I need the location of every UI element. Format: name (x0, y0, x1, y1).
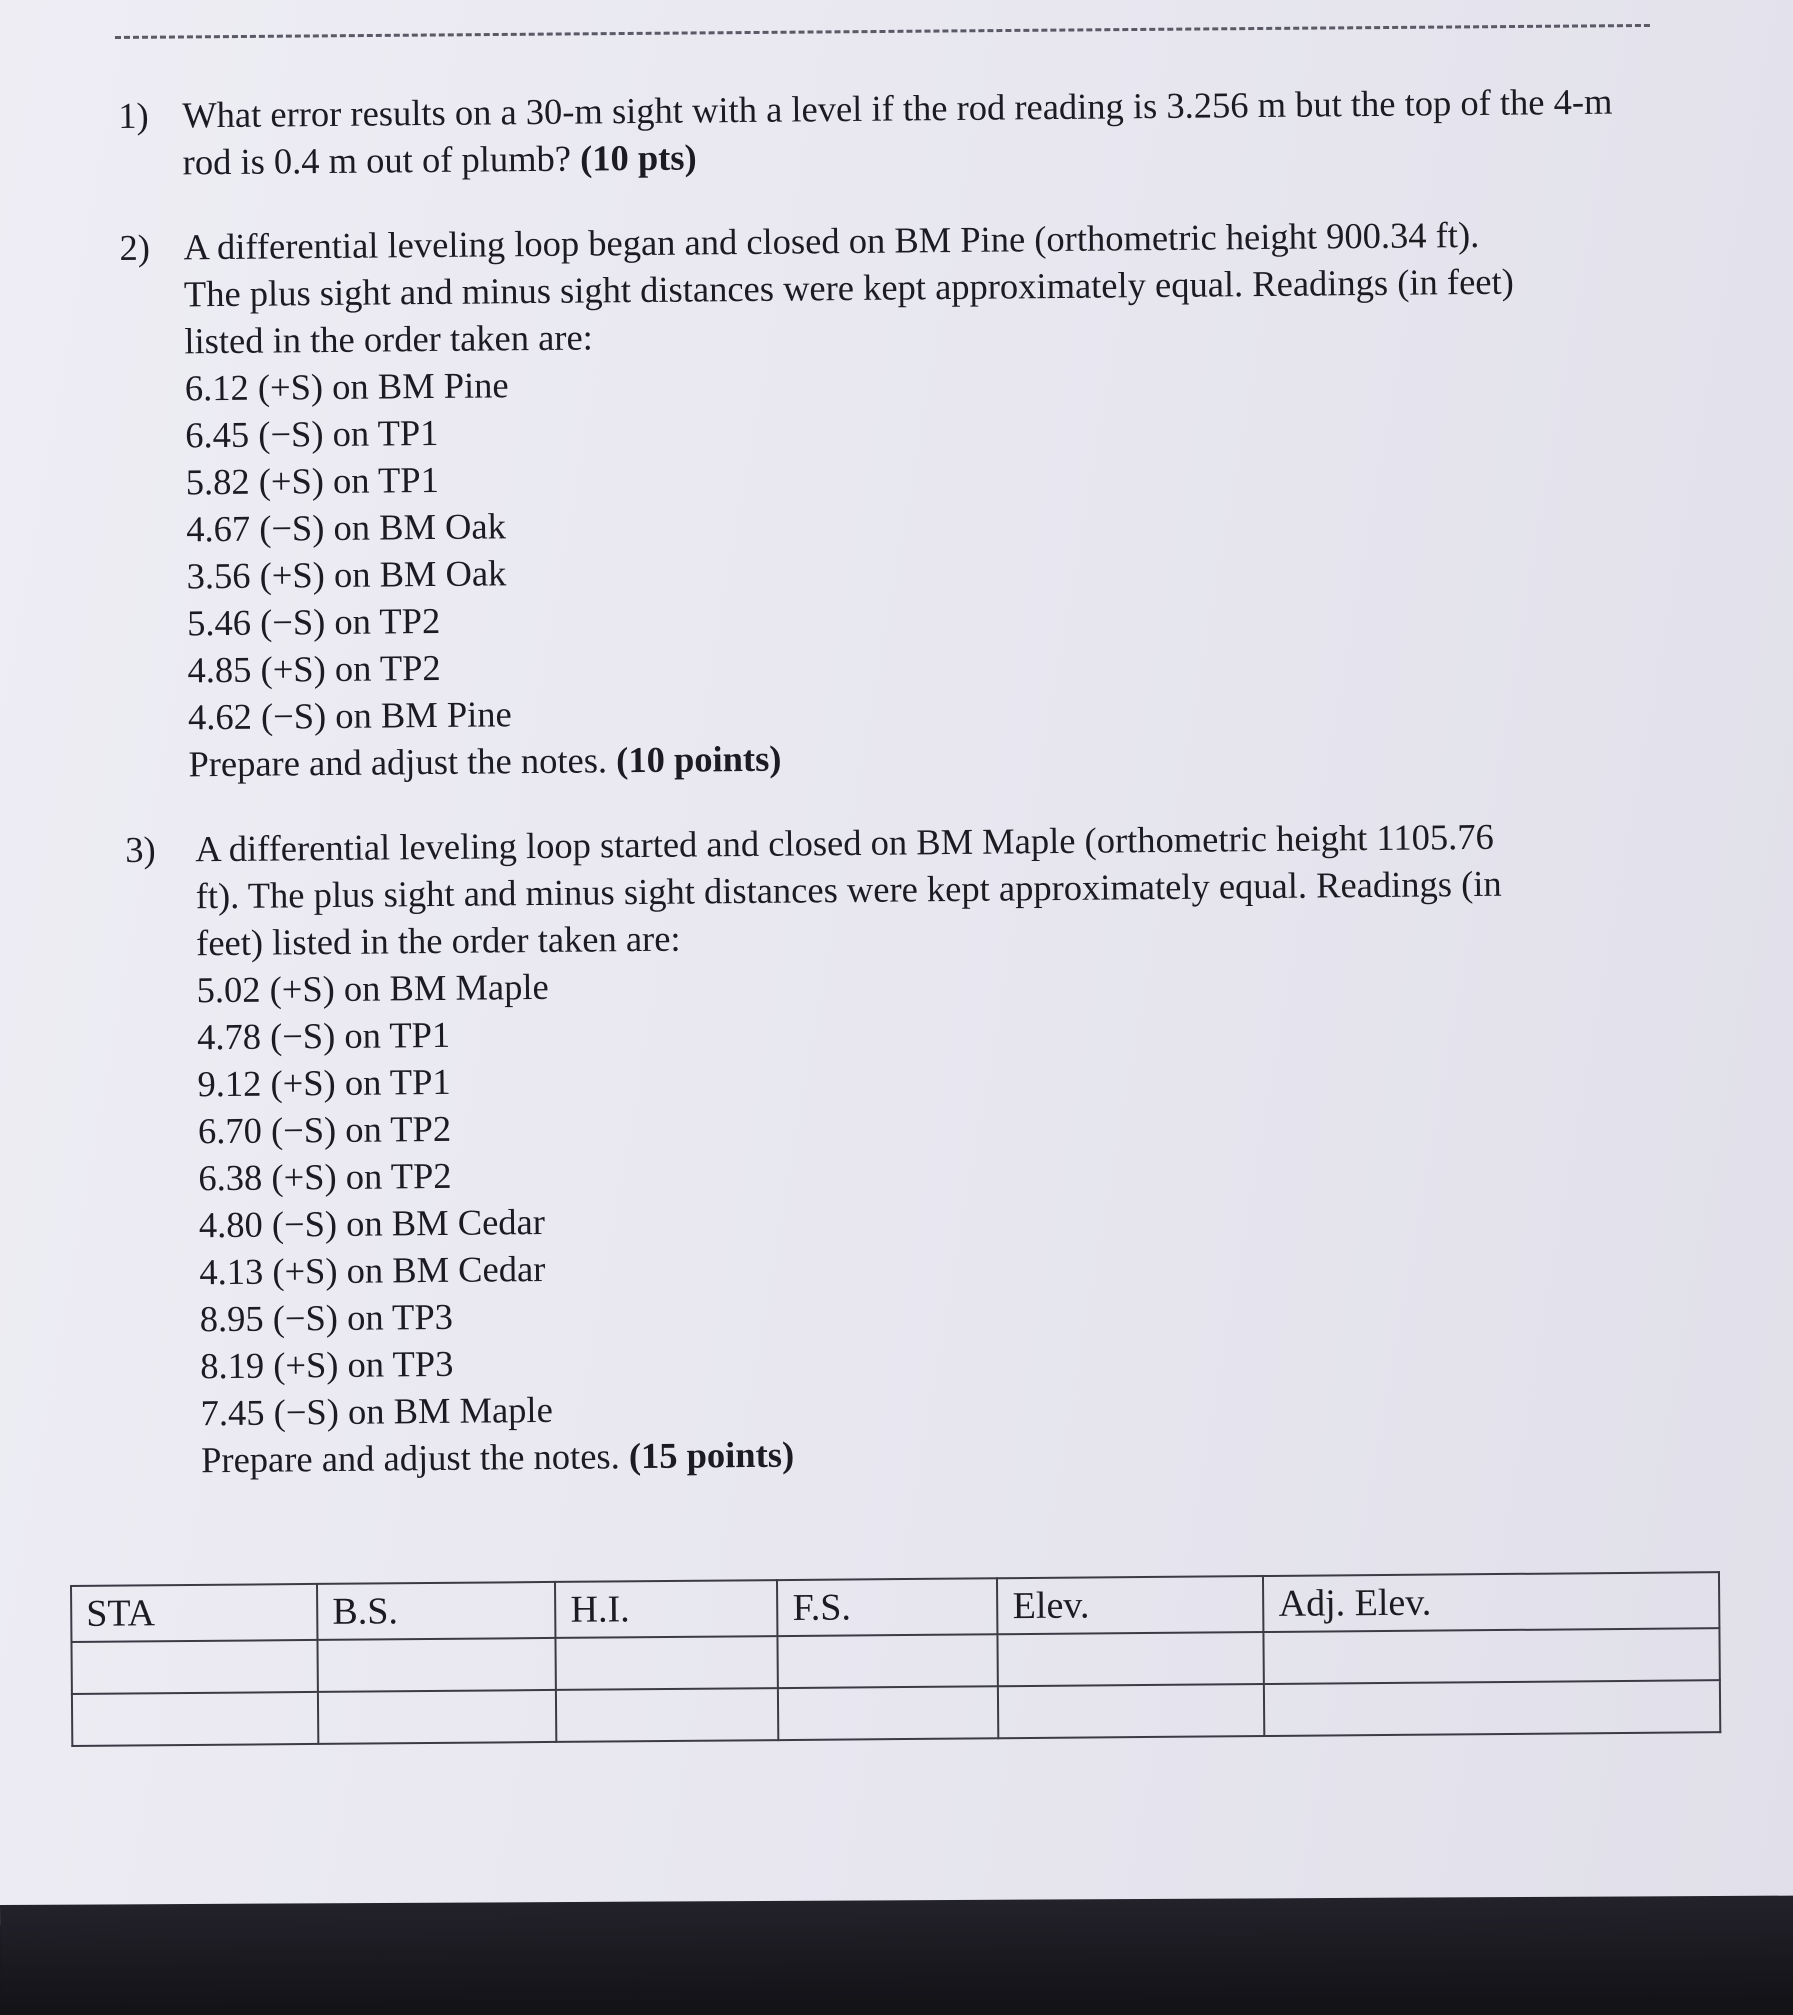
table-cell[interactable] (1264, 1628, 1720, 1684)
desk-edge (0, 1896, 1793, 2008)
reading-line: 6.45 (−S) on TP1 (185, 411, 439, 456)
reading-line: 4.13 (+S) on BM Cedar (199, 1247, 546, 1293)
reading-line: 6.12 (+S) on BM Pine (184, 364, 509, 409)
column-header-hi: H.I. (555, 1580, 778, 1638)
question-text-line: ft). The plus sight and minus sight distances were kept approximately equal. Readings (in (195, 862, 1502, 917)
reading-line: 5.82 (+S) on TP1 (185, 458, 440, 503)
column-header-adj-elev: Adj. Elev. (1263, 1572, 1719, 1632)
table-cell[interactable] (998, 1632, 1264, 1686)
instruction-line: Prepare and adjust the notes. (15 points) (200, 1433, 795, 1481)
table-cell[interactable] (556, 1688, 779, 1742)
reading-line: 6.70 (−S) on TP2 (197, 1107, 452, 1152)
table-cell[interactable] (71, 1640, 318, 1694)
table-cell[interactable] (318, 1690, 557, 1744)
question-text-line: The plus sight and minus sight distances were kept approximately equal. Readings (in feet) (183, 260, 1514, 315)
table-cell[interactable] (1264, 1680, 1720, 1736)
reading-line: 3.56 (+S) on BM Oak (186, 552, 507, 597)
points-label: (10 points) (615, 737, 782, 781)
points-label: (10 pts) (579, 136, 697, 179)
column-header-sta: STA (71, 1584, 318, 1642)
dashed-separator (115, 24, 1650, 39)
question-number: 2) (119, 226, 151, 268)
question-text-line: listed in the order taken are: (184, 316, 594, 362)
reading-line: 4.80 (−S) on BM Cedar (198, 1200, 546, 1246)
question-text-line: rod is 0.4 m out of plumb? (10 pts) (182, 136, 697, 183)
reading-line: 5.46 (−S) on TP2 (186, 599, 441, 644)
table-cell[interactable] (778, 1686, 998, 1740)
table-cell[interactable] (318, 1638, 557, 1692)
reading-line: 4.85 (+S) on TP2 (187, 646, 441, 691)
question-text-line: A differential leveling loop started and closed on BM Maple (orthometric height 1105.76 (195, 815, 1494, 870)
questions-section (118, 77, 1692, 1522)
table-cell[interactable] (778, 1634, 998, 1688)
column-header-elev: Elev. (997, 1576, 1263, 1634)
reading-line: 8.19 (+S) on TP3 (200, 1342, 454, 1387)
reading-line: 9.12 (+S) on TP1 (197, 1060, 451, 1105)
leveling-notes-table (70, 1571, 1721, 1747)
reading-line: 4.78 (−S) on TP1 (196, 1013, 451, 1058)
column-header-bs: B.S. (317, 1582, 556, 1640)
table-cell[interactable] (998, 1684, 1264, 1738)
leveling-notes-table-wrapper (70, 1571, 1721, 1747)
question-2 (119, 209, 1684, 788)
column-header-fs: F.S. (777, 1578, 997, 1636)
reading-line: 7.45 (−S) on BM Maple (200, 1388, 553, 1434)
reading-line: 4.67 (−S) on BM Oak (185, 505, 507, 550)
reading-line: 6.38 (+S) on TP2 (198, 1154, 452, 1199)
points-label: (15 points) (628, 1433, 795, 1477)
reading-line: 5.02 (+S) on BM Maple (196, 965, 549, 1011)
reading-line: 4.62 (−S) on BM Pine (187, 693, 512, 738)
question-text-line: feet) listed in the order taken are: (195, 917, 681, 964)
instruction-line: Prepare and adjust the notes. (10 points) (188, 737, 782, 785)
reading-line: 8.95 (−S) on TP3 (199, 1295, 454, 1340)
question-number: 3) (125, 828, 156, 870)
question-text-line: A differential leveling loop began and closed on BM Pine (orthometric height 900.34 ft). (183, 213, 1480, 268)
question-number: 1) (118, 94, 149, 136)
question-text-line: What error results on a 30-m sight with a level if the rod reading is 3.256 m but the top of the 4-m (182, 80, 1613, 136)
question-3 (125, 811, 1691, 1484)
question-1 (118, 77, 1679, 186)
table-cell[interactable] (556, 1636, 779, 1690)
table-cell[interactable] (72, 1692, 319, 1746)
